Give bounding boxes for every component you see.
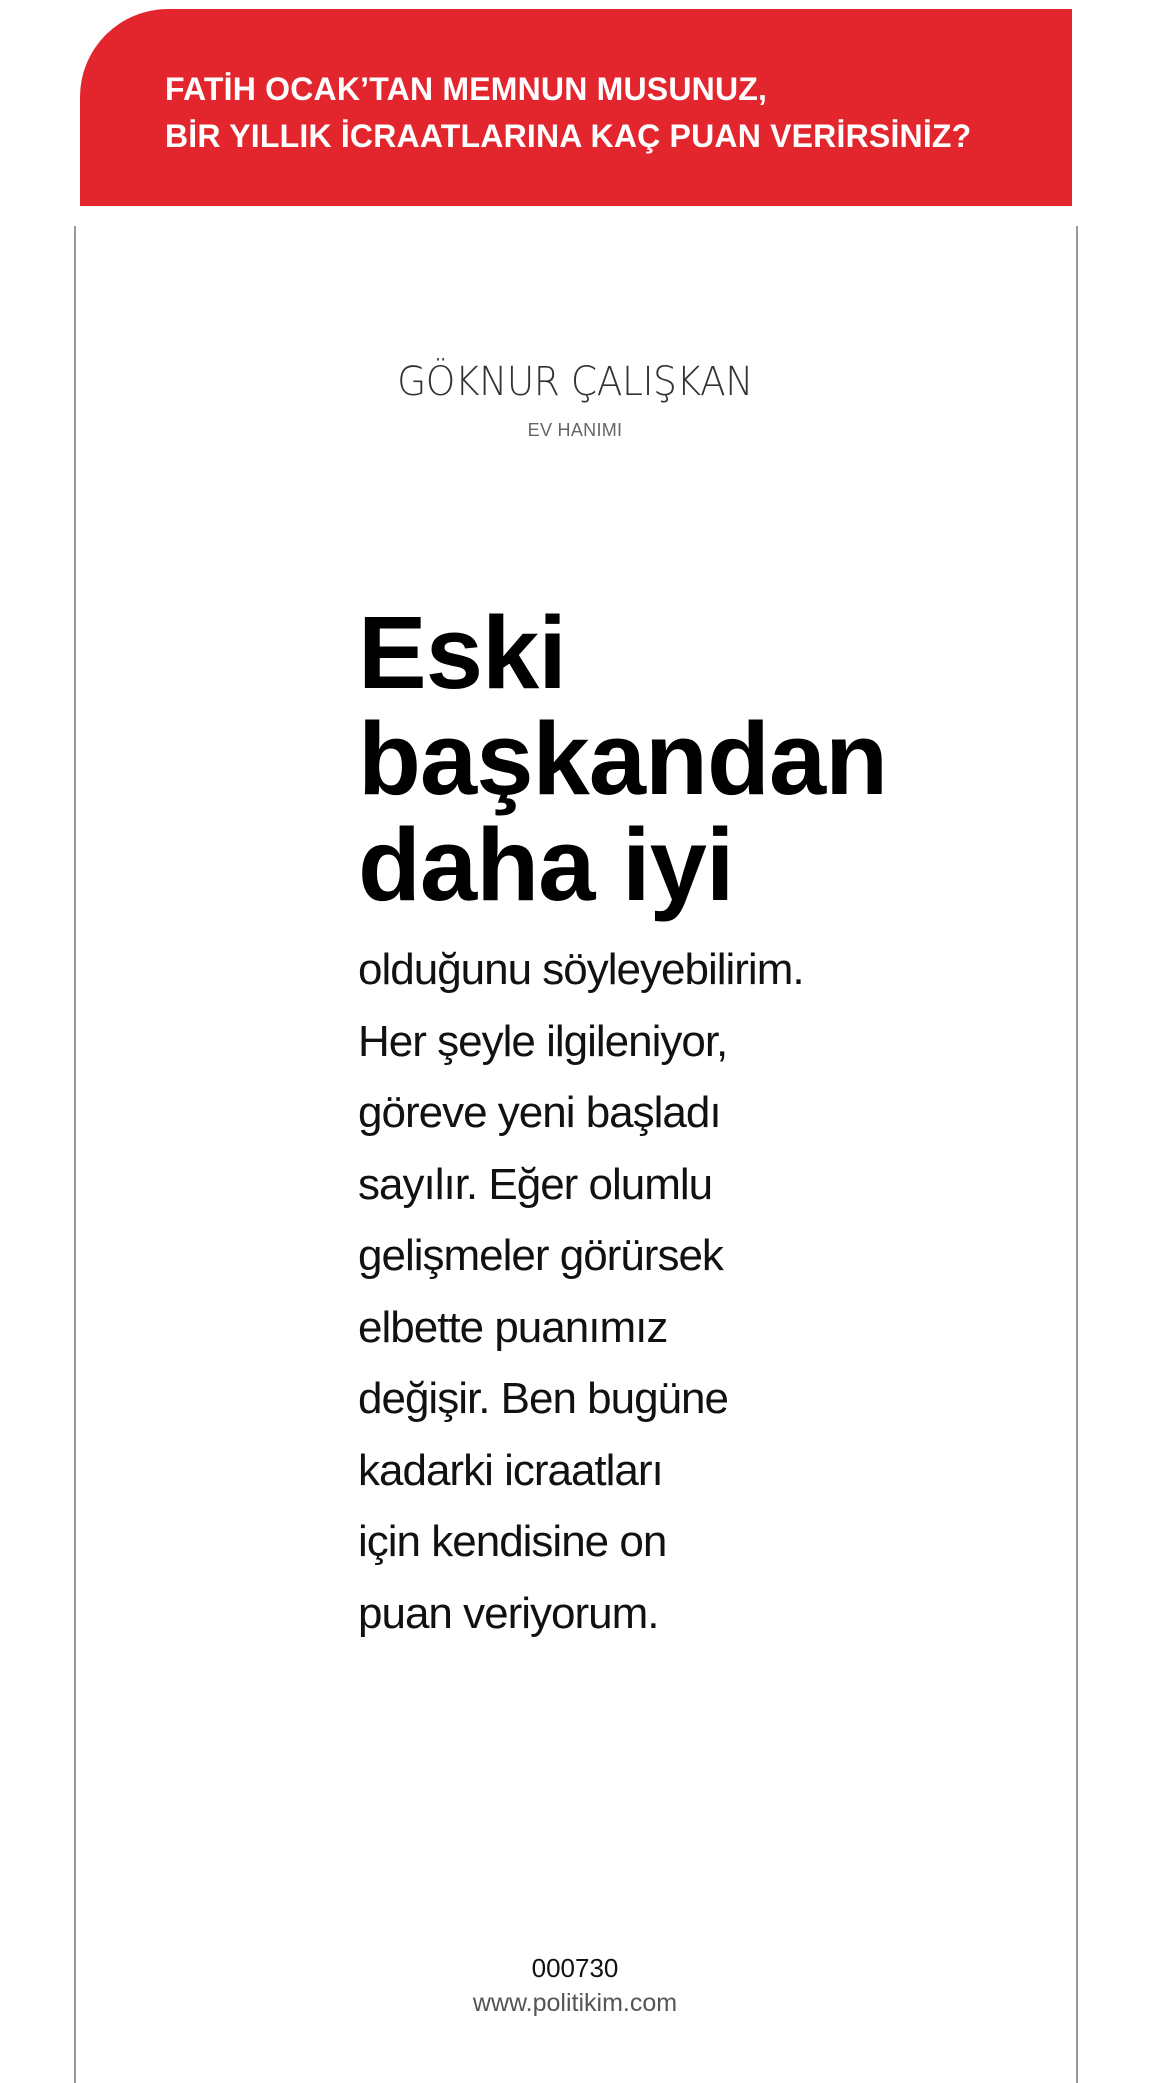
body-line: kadarki icraatları bbox=[358, 1445, 663, 1495]
body-line: gelişmeler görürsek bbox=[358, 1231, 723, 1280]
quote-body bbox=[358, 934, 918, 1649]
body-line: olduğunu söyleyebilirim. bbox=[358, 945, 804, 994]
headline-line: Eski bbox=[358, 595, 566, 710]
body-line: sayılır. Eğer olumlu bbox=[358, 1159, 713, 1209]
banner-question-line-1: FATİH OCAK’TAN MEMNUN MUSUNUZ, bbox=[165, 71, 768, 107]
respondent-occupation: EV HANIMI bbox=[527, 420, 623, 440]
body-line: göreve yeni başladı bbox=[358, 1088, 721, 1137]
headline-line: başkandan bbox=[358, 701, 888, 816]
body-line: için kendisine on bbox=[358, 1517, 667, 1566]
website-url: www.politikim.com bbox=[472, 1989, 678, 2017]
question-banner bbox=[80, 9, 1072, 206]
headline-line: daha iyi bbox=[358, 807, 734, 922]
reference-code: 000730 bbox=[531, 1953, 619, 1983]
banner-question-line-2: BİR YILLIK İCRAATLARINA KAÇ PUAN VERİRSİNİZ? bbox=[165, 118, 972, 154]
body-line: puan veriyorum. bbox=[358, 1588, 659, 1638]
quote-headline bbox=[358, 595, 918, 922]
body-line: değişir. Ben bugüne bbox=[358, 1374, 728, 1423]
body-line: elbette puanımız bbox=[358, 1302, 668, 1352]
respondent-name: GÖKNUR ÇALIŞKAN bbox=[397, 359, 753, 405]
body-line: Her şeyle ilgileniyor, bbox=[358, 1016, 728, 1066]
